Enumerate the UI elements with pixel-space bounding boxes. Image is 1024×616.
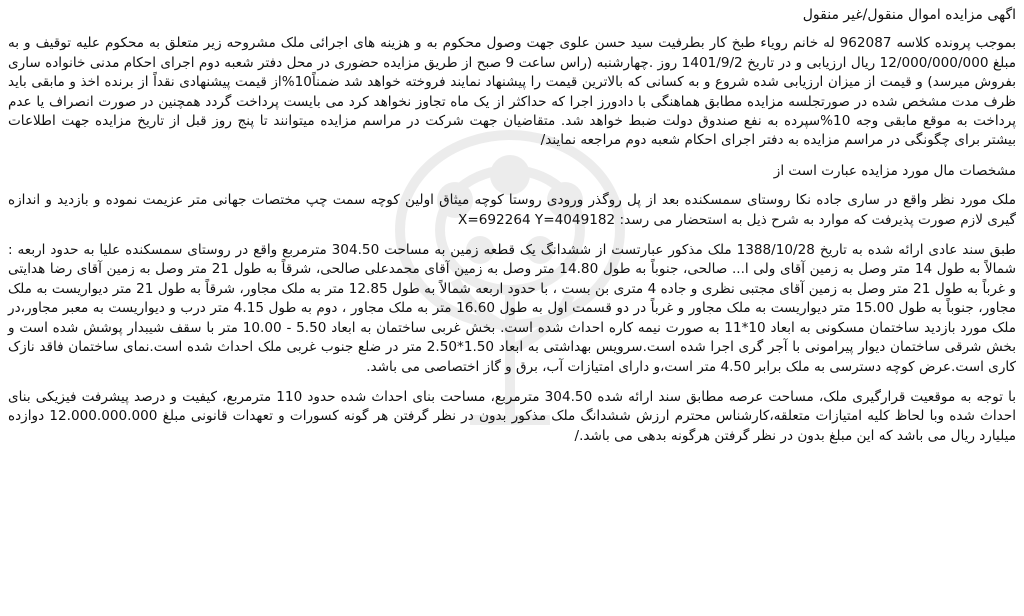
notice-body bbox=[8, 6, 1016, 457]
property-spec-heading: مشخصات مال مورد مزایده عبارت است از bbox=[773, 162, 1016, 179]
notice-paragraph-location bbox=[8, 191, 1016, 230]
coordinates-text: X=692264 Y=4049182 bbox=[458, 211, 616, 228]
notice-paragraph-valuation: با توجه به موقعیت قرارگیری ملک، مساحت عرصه مطابق سند ارائه شده 304.50 مترمربع، مساحت بنای احداث شده حدود 110 مترمربع، کیفیت و درصد پیشرفت فیزیکی بنای احداث شده وبا لحاظ کلیه امتیازات متعلقه،کارشناس محترم ارزش ششدانگ ملک مذکور بدون در نظر گرفتن هر گونه کسورات و تعهدات قانونی مبلغ 12.000.000.000 دوازده میلیارد ریال می باشد که این مبلغ بدون در نظر گرفتن هرگونه بدهی می باشد./ bbox=[8, 388, 1017, 444]
notice-title: اگهی مزایده اموال منقول/غیر منقول bbox=[802, 7, 1016, 23]
location-text: ملک مورد نظر واقع در ساری جاده نکا روستای سمسکنده بعد از پل روگذر ورودی روستا کوچه میثاق اولین کوچه سمت چپ مختصات جهانی متر عزیمت نموده و بازدید و اندازه گیری لازم صورت پذیرفت که موارد به شرح ذیل به استحضار می رسد: bbox=[8, 192, 1016, 228]
notice-paragraph-intro: بموجب پرونده کلاسه 962087 له خانم رویاء طبخ کار بطرفیت سید حسن علوی جهت وصول محکوم به و هزینه های اجرائی ملک مشروحه زیر متعلق به محکوم علیه توقیف و به مبلغ 12/000/000/000 ریال ارزیابی و در تاریخ 1401/9/2 روز .چهارشنبه (راس ساعت 9 صبح از طریق مزایده حضوری در محل دفتر شعبه دوم اجرای احکام مدنی خانواده ساری بفروش میرسد) و قیمت از میزان ارزیابی شده شروع و به کسانی که بالاترین قیمت را پیشنهاد نمایند فروخته خواهد شد ضمناً10%از قیمت پیشنهادی نقداً از برنده اخذ و مابقی باید ظرف مدت مشخص شده در صورتجلسه مزایده مطابق هماهنگی با دادورز اجرا که حداکثر از یک ماه تجاوز نخواهد کرد می بایست پرداخت گردد همچنین در صورت انصراف یا عدم پرداخت به موقع مابقی وجه 10%سپرده به نفع صندوق دولت ضبط خواهد شد. متقاضیان جهت شرکت در مراسم مزایده میتوانند تا پنج روز قبل از تاریخ مزایده جهت اطلاعات بیشتر برای چگونگی در مراسم مزایده به دفتر اجرای احکام شعبه دوم مراجعه نمایند/ bbox=[8, 35, 1017, 149]
notice-paragraph-description: طبق سند عادی ارائه شده به تاریخ 1388/10/28 ملک مذکور عبارتست از ششدانگ یک قطعه زمین به مساحت 304.50 مترمربع واقع در روستای سمسکنده علیا به حدود اربعه : شمالاً به طول 14 متر وصل به زمین آقای ولی ا... صالحی، جنوباً به طول 14.80 متر وصل به زمین آقای محمدعلی صالحی، شرقاً به طول 21 متر وصل به زمین آقای رضا هدایتی و غرباً به طول 21 متر وصل به زمین آقای مجتبی نظری و جاده 4 متری بن بست ، با حدود اربعه شمالاً به طول 12.85 متر به ملک مجاور، شرقاً به طول 21 متر دیواریست به ملک مجاور، جنوباً به طول 15.00 متر دیواریست به ملک مجاور و غرباً در دو قسمت اول به طول 16.60 متر به ملک مجاور ، دوم به طول 4.15 متر درب و دیواریست به معبر مجاور،در ملک مورد بازدید ساختمان مسکونی به ابعاد 10*11 به صورت نیمه کاره احداث شده است. بخش غربی ساختمان به ابعاد 5.50 - 10.00 متر با سقف شیبدار پوشش شده است و بخش شرقی ساختمان دیوار پیرامونی با آجر گری اجرا شده است.سرویس بهداشتی به ابعاد 1.50*2.50 متر در ضلع جنوب غربی ملک احداث شده است.نمای ساختمان فاقد نازک کاری است.عرض کوچه دسترسی به ملک برابر 4.50 متر است،و دارای امتیازات آب، برق و گاز اختصاصی می باشد. bbox=[8, 242, 1017, 375]
